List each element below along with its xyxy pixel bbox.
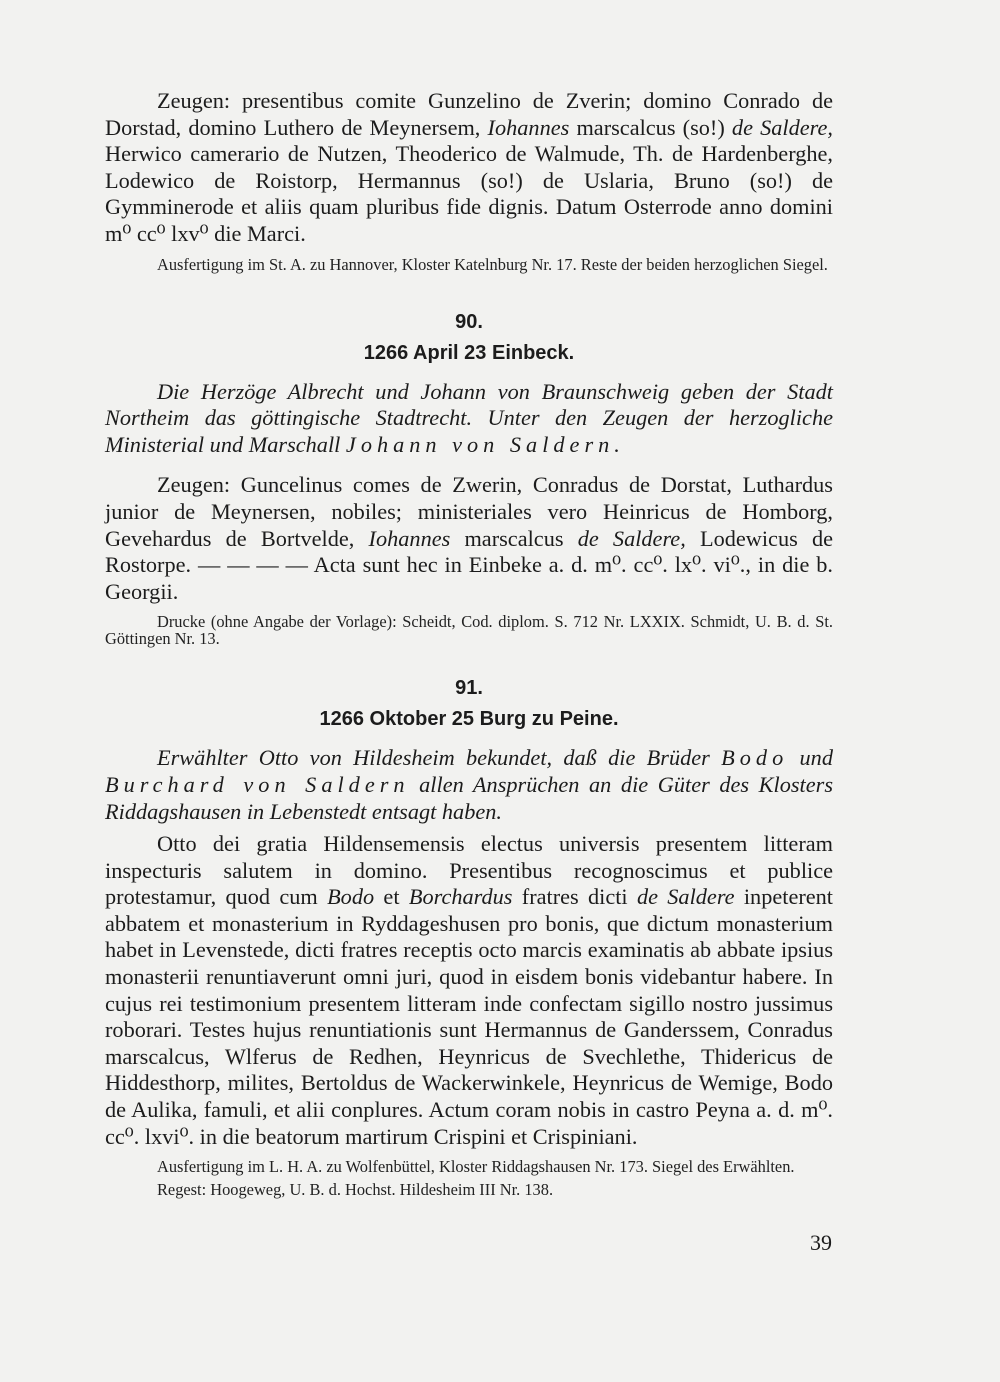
page-content	[105, 88, 833, 1198]
doc90-heading: 1266 April 23 Einbeck.	[363, 341, 575, 364]
doc90-footnote: Drucke (ohne Angabe der Vorlage): Scheidt, Cod. diplom. S. 712 Nr. LXXIX. Schmidt, U. B. d. St. Göttingen Nr. 13.	[105, 612, 833, 649]
doc91-italic-name: de Saldere	[636, 884, 735, 910]
doc91-text-part: fratres dicti	[512, 884, 637, 910]
doc91-regest	[105, 745, 833, 825]
doc90-number: 90.	[455, 310, 483, 333]
doc91-footnote-2: Regest: Hoogeweg, U. B. d. Hochst. Hildesheim III Nr. 138.	[157, 1180, 554, 1200]
doc90-text-part: Lodewicus de Rostorpe. — — — — Acta sunt hec in Einbeke a. d. m⁰. cc⁰. lx⁰. vi⁰., in die b. Georgii.	[105, 525, 833, 604]
doc91-footnote-1: Ausfertigung im L. H. A. zu Wolfenbüttel, Kloster Riddagshausen Nr. 173. Siegel des Erwählten.	[157, 1157, 795, 1177]
doc89-text-part: marscalcus (so!)	[569, 114, 732, 140]
doc91-regest-name: Burchard von Saldern	[105, 771, 410, 797]
doc90-italic-name: Iohannes	[368, 525, 451, 551]
doc91-regest-name: Bodo	[721, 745, 789, 771]
doc90-regest-text: Die Herzöge Albrecht und Johann von Braunschweig geben der Stadt Northeim das göttingische Stadtrecht. Unter den Zeugen der herzogliche Ministerial und Marschall	[105, 378, 833, 457]
doc91-regest-text: Erwählter Otto von Hildesheim bekundet, daß die Brüder	[157, 745, 722, 771]
doc91-heading: 1266 Oktober 25 Burg zu Peine.	[319, 708, 619, 731]
doc91-regest-text: und	[788, 745, 833, 771]
doc91-italic-name: Bodo	[327, 884, 375, 910]
doc90-text	[105, 472, 833, 605]
doc89-italic-name: de Saldere,	[731, 114, 833, 140]
document-89-witness-list	[105, 88, 833, 248]
doc91-number: 91.	[455, 677, 483, 700]
doc89-text-part: Zeugen: presentibus comite Gunzelino de Zverin; domino Conrado de Dorstad, domino Luthero de Meynersem,	[105, 88, 833, 140]
doc89-italic-name: Iohannes	[487, 114, 570, 140]
doc91-text-part: inpeterent abbatem et monasterium in Ryddageshusen pro bonis, que dictum monasterium habet in Levenstede, dicti fratres receptis octo marcis examinatis ab abbate ipsius monasterii renuntiaverunt omni juri, quod in eisdem bonis videbantur habere. In cujus rei testimonium presentem litteram inde confectam sigillo nostro jussimus roborari. Testes hujus renuntiationis sunt Hermannus de Ganderssem, Conradus marscalcus, Wlferus de Redhen, Heynricus de Svechlethe, Thidericus de Hiddesthorp, milites, Bertoldus de Wackerwinkele, Heynricus de Wemige, Bodo de Aulika, famuli, et alii conplures. Actum coram nobis in castro Peyna a. d. m⁰. cc⁰. lxvi⁰. in die beatorum martirum Crispini et Crispiniani.	[105, 884, 834, 1149]
doc90-regest-name: Johann von Saldern.	[345, 431, 625, 457]
doc91-text-part: et	[374, 884, 409, 910]
doc90-text-part: marscalcus	[450, 525, 578, 551]
doc90-italic-name: de Saldere,	[577, 525, 686, 551]
doc90-text-part: Zeugen: Guncelinus comes de Zwerin, Conradus de Dorstat, Luthardus junior de Meynersen, nobiles; ministeriales vero Heinricus de Homborg, Gevehardus de Bortvelde,	[105, 472, 833, 551]
doc91-text-part: Otto dei gratia Hildensemensis electus universis presentem litteram inspecturis salutem in domino. Presentibus recognoscimus et publice protestamur, quod cum	[105, 831, 833, 910]
doc91-italic-name: Borchardus	[408, 884, 513, 910]
page-number: 39	[810, 1230, 832, 1255]
doc91-regest-text: allen Ansprüchen an die Güter des Klosters Riddagshausen in Lebenstedt entsagt haben.	[105, 771, 834, 824]
doc89-text-part: Herwico camerario de Nutzen, Theoderico de Walmude, Th. de Hardenberghe, Lodewico de Roistorp, Hermannus (so!) de Uslaria, Bruno (so!) de Gymminerode et aliis quam pluribus fide dignis. Datum Osterrode anno domini m⁰ cc⁰ lxv⁰ die Marci.	[105, 141, 833, 246]
doc90-regest	[105, 379, 833, 459]
doc89-footnote: Ausfertigung im St. A. zu Hannover, Kloster Katelnburg Nr. 17. Reste der beiden herzoglichen Siegel.	[157, 254, 828, 274]
doc91-text	[105, 831, 833, 1150]
